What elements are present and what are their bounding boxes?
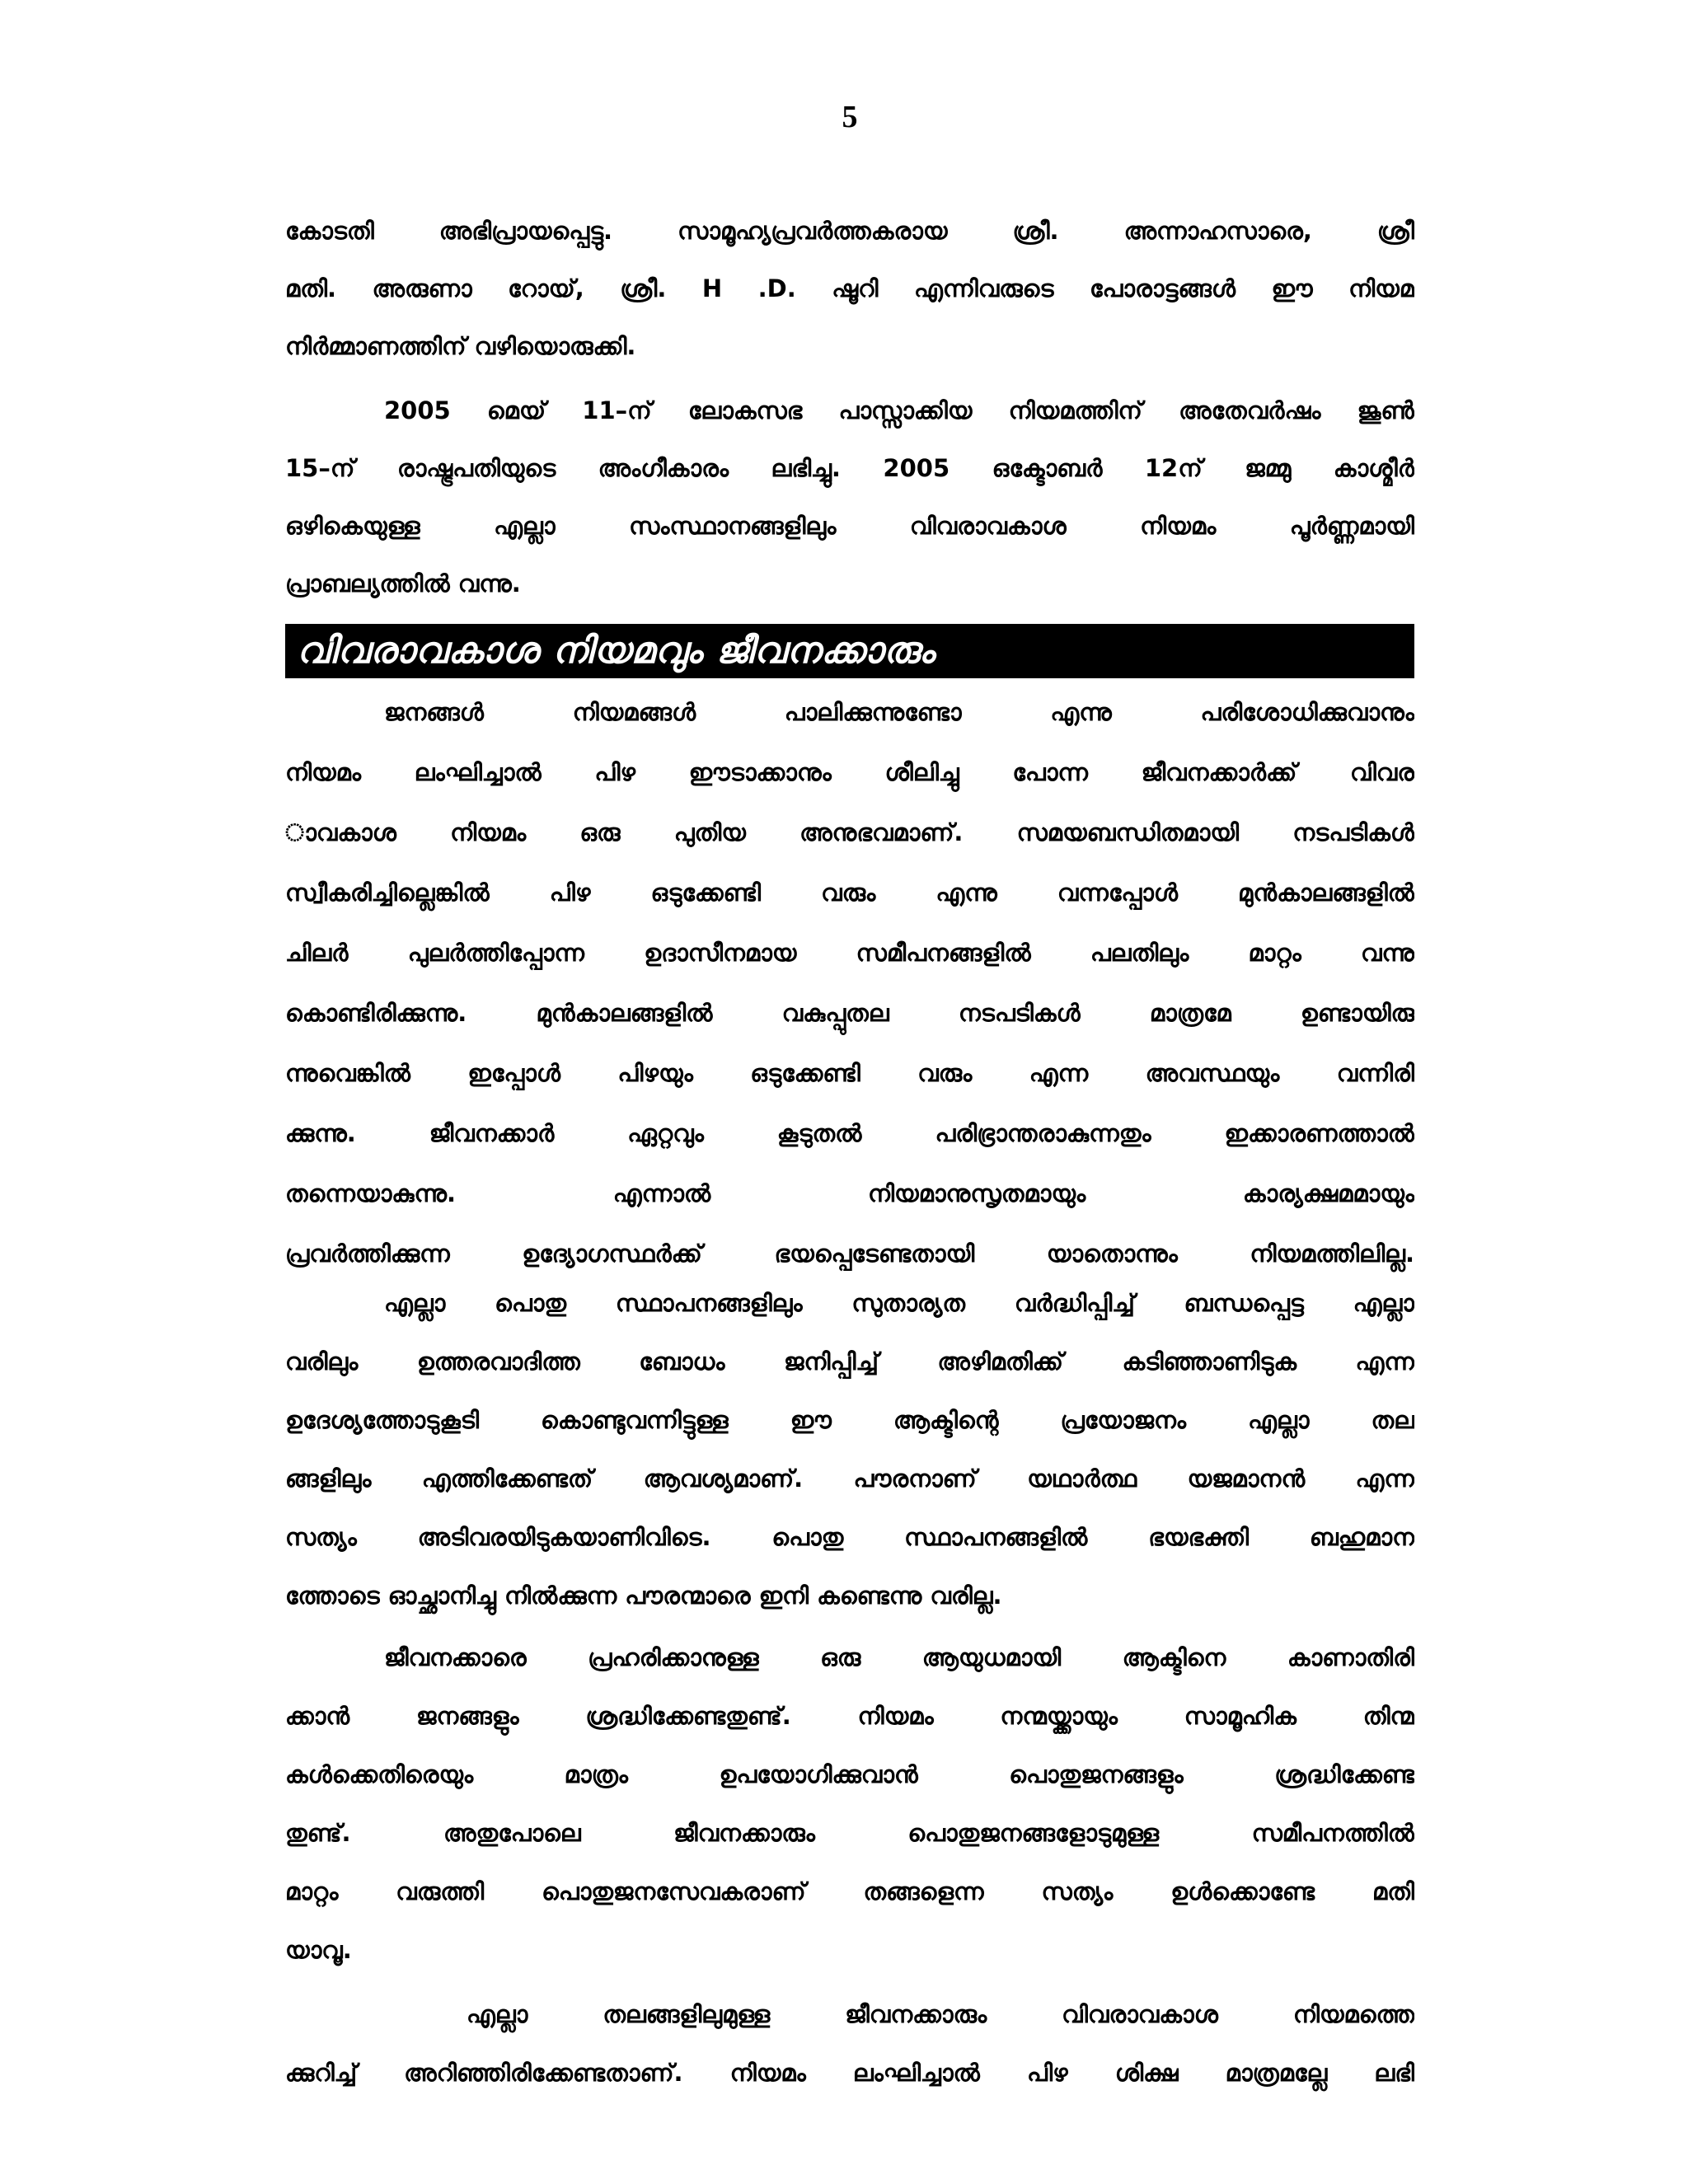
text-line: ത്തോടെ ഓച്ഛാനിച്ചു നിൽക്കുന്ന പൗരന്മാരെ ഇനി കണ്ടെന്നു വരില്ല. — [285, 1582, 1002, 1610]
text-line: ന്നുവെങ്കിൽ ഇപ്പോൾ പിഴയും ഒടുക്കേണ്ടി വരും എന്ന അവസ്ഥയും വന്നിരി — [285, 1059, 1414, 1087]
text-line: വരിലും ഉത്തരവാദിത്ത ബോധം ജനിപ്പിച്ച് അഴിമതിക്ക് കടിഞ്ഞാണിടുക എന്ന — [285, 1347, 1414, 1376]
text-line: മാറ്റം വരുത്തി പൊതുജനസേവകരാണ് തങ്ങളെന്ന സത്യം ഉൾക്കൊണ്ടേ മതി — [285, 1877, 1414, 1905]
paragraph-3 — [285, 682, 1414, 1284]
text-line: ജീവനക്കാരെ പ്രഹരിക്കാനുള്ള ഒരു ആയുധമായി ആക്ടിനെ കാണാതിരി — [384, 1643, 1414, 1671]
text-line: ാവകാശ നിയമം ഒരു പുതിയ അനുഭവമാണ്. സമയബന്ധിതമായി നടപടികൾ — [285, 818, 1414, 846]
text-line: നിയമം ലംഘിച്ചാൽ പിഴ ഈടാക്കാനും ശീലിച്ചു പോന്ന ജീവനക്കാർക്ക് വിവര — [285, 758, 1414, 786]
text-line: കൾക്കെതിരെയും മാത്രം ഉപയോഗിക്കുവാൻ പൊതുജനങ്ങളും ശ്രദ്ധിക്കേണ്ട — [285, 1760, 1414, 1788]
text-line: ഉദേശ്യത്തോടുകൂടി കൊണ്ടുവന്നിട്ടുള്ള ഈ ആക്ടിന്റെ പ്രയോജനം എല്ലാ തല — [285, 1406, 1414, 1434]
paragraph-2 — [285, 382, 1414, 612]
text-line: യാവൂ. — [285, 1936, 352, 1964]
paragraph-5 — [285, 1629, 1414, 1980]
text-line: ക്കുറിച്ച് അറിഞ്ഞിരിക്കേണ്ടതാണ്. നിയമം ലംഘിച്ചാൽ പിഴ ശിക്ഷ മാത്രമല്ലേ ലഭി — [285, 2059, 1414, 2087]
text-line: 2005 മെയ് 11–ന് ലോകസഭ പാസ്സാക്കിയ നിയമത്തിന് അതേവർഷം ജൂൺ — [384, 396, 1414, 424]
text-line: 15–ന് രാഷ്ട്രപതിയുടെ അംഗീകാരം ലഭിച്ചു. 2005 ഒക്ടോബർ 12ന് ജമ്മു കാശ്മീർ — [285, 454, 1414, 482]
text-line: ങ്ങളിലും എത്തിക്കേണ്ടത് ആവശ്യമാണ്. പൗരനാണ് യഥാർത്ഥ യജമാനൻ എന്ന — [285, 1465, 1414, 1493]
text-line: ജനങ്ങൾ നിയമങ്ങൾ പാലിക്കുന്നുണ്ടോ എന്നു പരിശോധിക്കുവാനും — [384, 698, 1414, 726]
section-title: വിവരാവകാശ നിയമവും ജീവനക്കാരും — [297, 630, 935, 672]
text-line: എല്ലാ പൊതു സ്ഥാപനങ്ങളിലും സുതാര്യത വർദ്ധിപ്പിച്ച് ബന്ധപ്പെട്ട എല്ലാ — [384, 1289, 1414, 1317]
text-line: എല്ലാ തലങ്ങളിലുമുള്ള ജീവനക്കാരും വിവരാവകാശ നിയമത്തെ — [467, 2000, 1414, 2028]
text-line: സത്യം അടിവരയിടുകയാണിവിടെ. പൊതു സ്ഥാപനങ്ങളിൽ ഭയഭക്തി ബഹുമാന — [285, 1523, 1414, 1551]
text-line: സ്വീകരിച്ചില്ലെങ്കിൽ പിഴ ഒടുക്കേണ്ടി വരും എന്നു വന്നപ്പോൾ മുൻകാലങ്ങളിൽ — [285, 879, 1414, 907]
text-line: കോടതി അഭിപ്രായപ്പെട്ടു. സാമൂഹ്യപ്രവർത്തകരായ ശ്രീ. അന്നാഹസാരെ, ശ്രീ — [285, 217, 1414, 245]
text-line: തുണ്ട്. അതുപോലെ ജീവനക്കാരും പൊതുജനങ്ങളോടുമുള്ള സമീപനത്തിൽ — [285, 1819, 1414, 1847]
section-heading-bar — [285, 624, 1414, 678]
paragraph-6 — [285, 1985, 1414, 2102]
text-line: ക്കുന്നു. ജീവനക്കാർ ഏറ്റവും കൂടുതൽ പരിഭ്രാന്തരാകുന്നതും ഇക്കാരണത്താൽ — [285, 1119, 1414, 1147]
paragraph-4 — [285, 1274, 1414, 1625]
text-line: തന്നെയാകുന്നു. എന്നാൽ നിയമാനുസൃതമായും കാര്യക്ഷമമായും — [285, 1179, 1414, 1207]
text-line: പ്രാബല്യത്തിൽ വന്നു. — [285, 569, 521, 598]
page-number: 5 — [842, 100, 858, 134]
text-line: ക്കാൻ ജനങ്ങളും ശ്രദ്ധിക്കേണ്ടതുണ്ട്. നിയമം നന്മയ്ക്കായും സാമൂഹിക തിന്മ — [285, 1702, 1414, 1730]
text-line: പ്രവർത്തിക്കുന്ന ഉദ്യോഗസ്ഥർക്ക് ഭയപ്പെടേണ്ടതായി യാതൊന്നും നിയമത്തിലില്ല. — [285, 1240, 1414, 1268]
text-line: നിർമ്മാണത്തിന് വഴിയൊരുക്കി. — [285, 332, 636, 360]
text-line: ഒഴികെയുള്ള എല്ലാ സംസ്ഥാനങ്ങളിലും വിവരാവകാശ നിയമം പൂർണ്ണമായി — [285, 512, 1414, 540]
text-line: കൊണ്ടിരിക്കുന്നു. മുൻകാലങ്ങളിൽ വകുപ്പുതല നടപടികൾ മാത്രമേ ഉണ്ടായിരു — [285, 999, 1414, 1027]
text-line: മതി. അരുണാ റോയ്, ശ്രീ. H .D. ഷൂറി എന്നിവരുടെ പോരാട്ടങ്ങൾ ഈ നിയമ — [285, 274, 1414, 302]
paragraph-1 — [285, 202, 1414, 375]
text-line: ചിലർ പുലർത്തിപ്പോന്ന ഉദാസീനമായ സമീപനങ്ങളിൽ പലതിലും മാറ്റം വന്നു — [285, 939, 1414, 967]
